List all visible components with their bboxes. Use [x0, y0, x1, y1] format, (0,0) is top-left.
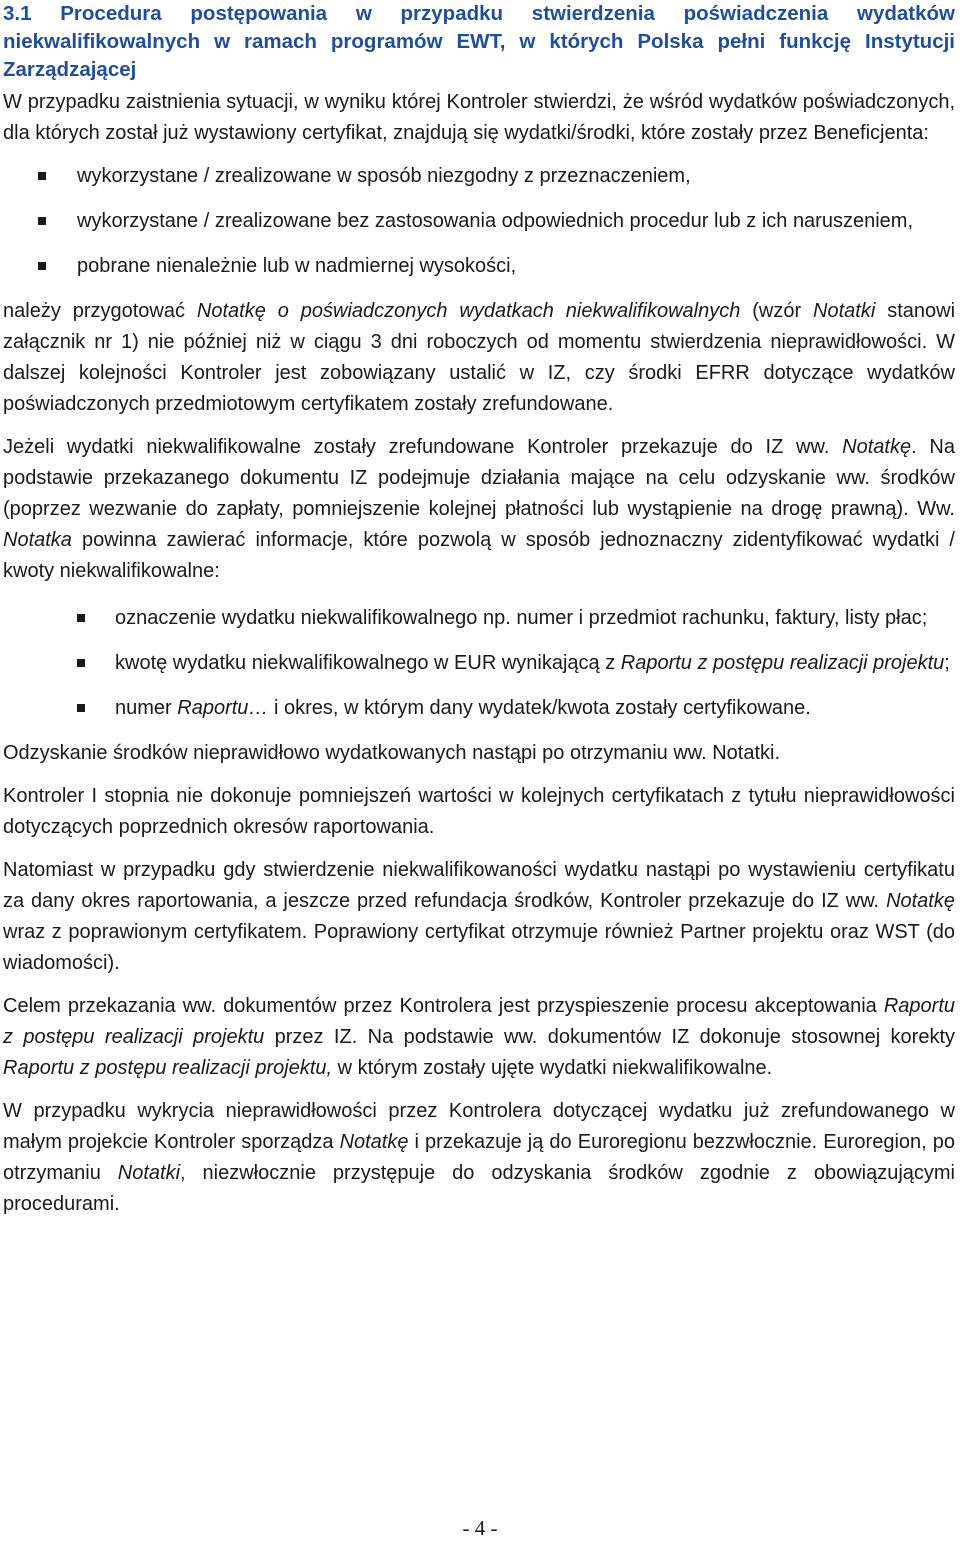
paragraph-note-preparation: należy przygotować Notatkę o poświadczonych wydatkach niekwalifikowalnych (wzór Notatki stanowi załącznik nr 1) nie później niż w ciągu 3 dni roboczych od momentu stwierdzenia nieprawidłowości. W dalszej kolejności Kontroler jest zobowiązany ustalić w IZ, czy środki EFRR dotyczące wydatków poświadczonych przedmiotowym certyfikatem zostały zrefundowane.: [3, 300, 956, 415]
paragraph-refunded: Jeżeli wydatki niekwalifikowalne zostały zrefundowane Kontroler przekazuje do IZ ww. Notatkę. Na podstawie przekazanego dokumentu IZ podejmuje działania mające na celu odzyskanie ww. środków (poprzez wezwanie do zapłaty, pomniejszenie kolejnej płatności lub wystąpienie na drogę prawną). Ww. Notatka powinna zawierać informacje, które pozwolą w sposób jednoznaczny zidentyfikować wydatki / kwoty niekwalifikowalne:: [3, 436, 956, 582]
paragraph-no-reductions: Kontroler I stopnia nie dokonuje pomniejszeń wartości w kolejnych certyfikatach z tytułu nieprawidłowości dotyczących poprzednich okresów raportowania.: [3, 785, 955, 838]
intro-paragraph: W przypadku zaistnienia sytuacji, w wyniku której Kontroler stwierdzi, że wśród wydatków poświadczonych, dla których został już wystawiony certyfikat, znajdują się wydatki/środki, które zostały przez Beneficjenta:: [3, 91, 955, 144]
paragraph-recovery: Odzyskanie środków nieprawidłowo wydatkowanych nastąpi po otrzymaniu ww. Notatki.: [3, 742, 781, 764]
section-heading: 3.1 Procedura postępowania w przypadku stwierdzenia poświadczenia wydatków niekwalifikowalnych w ramach programów EWT, w których Polska pełni funkcję Instytucji Zarządzającej: [3, 2, 955, 81]
list-item: kwotę wydatku niekwalifikowalnego w EUR wynikającą z Raportu z postępu realizacji projektu;: [3, 648, 955, 679]
list-item: pobrane nienależnie lub w nadmiernej wysokości,: [3, 251, 955, 282]
note-contents-list: [3, 603, 955, 724]
page-number: - 4 -: [462, 1516, 498, 1540]
list-item: wykorzystane / zrealizowane w sposób niezgodny z przeznaczeniem,: [3, 161, 955, 192]
paragraph-corrected-certificate: Natomiast w przypadku gdy stwierdzenie niekwalifikowaności wydatku nastąpi po wystawieniu certyfikatu za dany okres raportowania, a jeszcze przed refundacja środków, Kontroler przekazuje do IZ ww. Notatkę wraz z poprawionym certyfikatem. Poprawiony certyfikat otrzymuje również Partner projektu oraz WST (do wiadomości).: [3, 859, 955, 974]
irregularity-list: [3, 161, 955, 282]
paragraph-small-project: W przypadku wykrycia nieprawidłowości przez Kontrolera dotyczącej wydatku już zrefundowanego w małym projekcie Kontroler sporządza Notatkę i przekazuje ją do Euroregionu bezzwłocznie. Euroregion, po otrzymaniu Notatki, niezwłocznie przystępuje do odzyskania środków zgodnie z obowiązującymi procedurami.: [3, 1100, 955, 1215]
list-item: oznaczenie wydatku niekwalifikowalnego np. numer i przedmiot rachunku, faktury, listy płac;: [3, 603, 955, 634]
list-item: wykorzystane / zrealizowane bez zastosowania odpowiednich procedur lub z ich naruszeniem,: [3, 206, 955, 237]
paragraph-purpose: Celem przekazania ww. dokumentów przez Kontrolera jest przyspieszenie procesu akceptowania Raportu z postępu realizacji projektu przez IZ. Na podstawie ww. dokumentów IZ dokonuje stosownej korekty Raportu z postępu realizacji projektu, w którym zostały ujęte wydatki niekwalifikowalne.: [3, 995, 955, 1079]
list-item: numer Raportu… i okres, w którym dany wydatek/kwota zostały certyfikowane.: [3, 693, 955, 724]
